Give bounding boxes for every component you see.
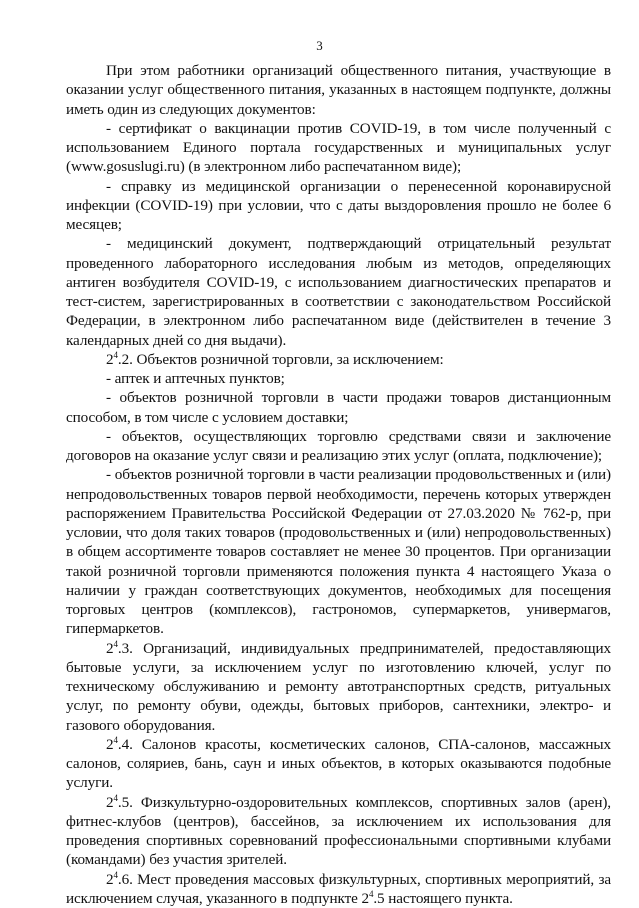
document-body — [66, 61, 611, 908]
section-number: $2^4.4$. — [106, 736, 133, 753]
section-number: $2^4.2$. — [106, 351, 133, 368]
section-text: Организаций, индивидуальных предпринимателей, предоставляющих бытовые услуги, за исключением услуг по изготовлению ключей, услуг по техническому обслуживанию и ремонту автотранспортных средств, ритуальных услуг, по ремонту обуви, одежды, бытовых приборов, сантехники, электро- и газового оборудования. — [66, 640, 611, 734]
section-text: Мест проведения массовых физкультурных, спортивных мероприятий, за исключением случая, указанного в подпункте — [66, 871, 611, 907]
section-number: $2^4.3$. — [106, 640, 133, 657]
paragraph-retail-communications: - объектов, осуществляющих торговлю средствами связи и заключение договоров на оказание услуг связи и реализацию этих услуг (оплата, подключение); — [66, 427, 611, 466]
paragraph-document-recovery-certificate: - справку из медицинской организации о перенесенной коронавирусной инфекции (COVID-19) при условии, что с даты выздоровления прошло не более 6 месяцев; — [66, 177, 611, 235]
paragraph-section-4-6 — [66, 870, 611, 908]
paragraph-section-4-2 — [66, 350, 611, 369]
section-text: Объектов розничной торговли, за исключением: — [137, 351, 444, 368]
cross-reference: $2^4.5$ настоящего пункта. — [361, 890, 512, 907]
paragraph-retail-essential-goods: - объектов розничной торговли в части реализации продовольственных и (или) непродовольственных товаров первой необходимости, перечень которых утвержден распоряжением Правительства Российской Федерации от 27.03.2020 № 762-р, при условии, что доля таких товаров (продовольственных и (или) непродовольственных) в общем ассортименте товаров составляет не менее 30 процентов. При организации такой розничной торговли применяются положения пункта 4 настоящего Указа о наличии у граждан соответствующих документов, необходимых для посещения торговых центров (комплексов), гастрономов, супермаркетов, универмагов, гипермаркетов. — [66, 465, 611, 638]
paragraph-section-4-3 — [66, 639, 611, 735]
paragraph-intro: При этом работники организаций общественного питания, участвующие в оказании услуг общественного питания, указанных в настоящем подпункте, должны иметь один из следующих документов: — [66, 61, 611, 119]
section-number: $2^4.6$. — [106, 871, 133, 888]
paragraph-section-4-5 — [66, 793, 611, 870]
paragraph-retail-pharmacies: - аптек и аптечных пунктов; — [66, 369, 611, 388]
paragraph-document-vaccination-certificate: - сертификат о вакцинации против COVID-19, в том числе полученный с использованием Единого портала государственных и муниципальных услуг (www.gosuslugi.ru) (в электронном либо распечатанном виде); — [66, 119, 611, 177]
page-number: 3 — [0, 38, 639, 54]
paragraph-retail-remote-sales: - объектов розничной торговли в части продажи товаров дистанционным способом, в том числе с условием доставки; — [66, 388, 611, 427]
section-number: $2^4.5$. — [106, 794, 133, 811]
section-text: Салонов красоты, косметических салонов, СПА-салонов, массажных салонов, соляриев, бань, саун и иных объектов, в которых оказываются подобные услуги. — [66, 736, 611, 792]
paragraph-document-negative-test: - медицинский документ, подтверждающий отрицательный результат проведенного лабораторного исследования любым из методов, определяющих антиген возбудителя COVID-19, с использованием диагностических препаратов и тест-систем, зарегистрированных в соответствии с законодательством Российской Федерации, в электронном либо распечатанном виде (действителен в течение 3 календарных дней со дня выдачи). — [66, 234, 611, 350]
paragraph-section-4-4 — [66, 735, 611, 793]
section-text: Физкультурно-оздоровительных комплексов, спортивных залов (арен), фитнес-клубов (центров), бассейнов, за исключением их использования для проведения спортивных соревнований профессиональными спортивными клубами (командами) без участия зрителей. — [66, 794, 611, 869]
